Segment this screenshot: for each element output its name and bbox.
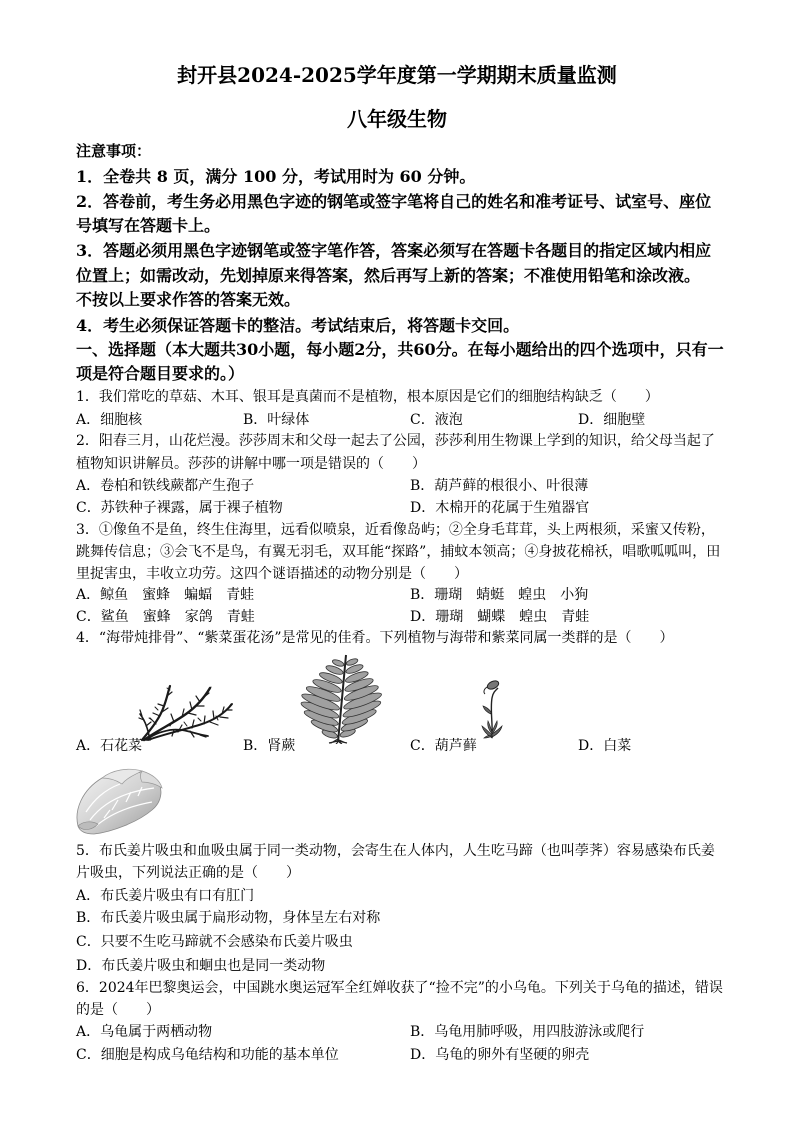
notice-line: 2．答卷前，考生务必用黑色字迹的钢笔或签字笔将自己的姓名和准考证号、试室号、座位 [76, 192, 712, 211]
question-2-stem: 2．阳春三月，山花烂漫。莎莎周末和父母一起去了公园，莎莎利用生物课上学到的知识，给父母当起了 [76, 433, 715, 449]
notice-heading: 注意事项： [76, 142, 152, 160]
question-2-option-d: D．木棉开的花属于生殖器官 [410, 500, 590, 516]
question-2-option-b: B．葫芦藓的根很小、叶很薄 [410, 478, 589, 494]
exam-subject: 八年级生物 [347, 107, 447, 131]
question-3-stem: 里捉害虫，丰收立功劳。这四个谜语描述的动物分别是（ ） [76, 566, 468, 582]
question-5-option-b: B．布氏姜片吸虫属于扁形动物，身体呈左右对称 [76, 910, 381, 926]
fern-image [298, 652, 384, 744]
cabbage-image [72, 764, 168, 838]
question-6-stem: 6．2024年巴黎奥运会，中国跳水奥运冠军全红婵收获了“捡不完”的小乌龟。下列关于乌龟的描述，错误 [76, 980, 723, 996]
question-2-option-c: C．苏铁种子裸露，属于裸子植物 [76, 500, 283, 516]
notice-line: 号填写在答题卡上。 [76, 216, 221, 235]
question-1-stem: 1．我们常吃的草菇、木耳、银耳是真菌而不是植物，根本原因是它们的细胞结构缺乏（ ） [76, 389, 659, 405]
question-2-option-a: A．卷柏和铁线蕨都产生孢子 [76, 478, 255, 494]
question-1-option-d: D．细胞壁 [578, 412, 646, 428]
question-1-option-b: B．叶绿体 [243, 412, 310, 428]
moss-capsule-tip [484, 687, 487, 694]
notice-line: 3．答题必须用黑色字迹钢笔或签字笔作答，答案必须写在答题卡各题目的指定区域内相应 [76, 241, 712, 260]
question-6-option-d: D．乌龟的卵外有坚硬的卵壳 [410, 1047, 590, 1063]
notice-line: 4．考生必须保证答题卡的整洁。考试结束后，将答题卡交回。 [76, 316, 520, 335]
question-1-option-c: C．液泡 [410, 412, 463, 428]
question-3-stem: 3．①像鱼不是鱼，终生住海里，远看似喷泉，近看像岛屿；②全身毛茸茸，头上两根须，采蜜又传粉， [76, 522, 715, 538]
question-5-stem: 片吸虫，下列说法正确的是（ ） [76, 865, 300, 881]
question-4-option-d: D．白菜 [578, 738, 632, 754]
question-6-option-c: C．细胞是构成乌龟结构和功能的基本单位 [76, 1047, 339, 1063]
question-4-option-b: B．肾蕨 [243, 738, 296, 754]
question-3-option-a: A．鲸鱼 蜜蜂 蝙蝠 青蛙 [76, 587, 255, 603]
question-6-option-b: B．乌龟用肺呼吸，用四肢游泳或爬行 [410, 1024, 645, 1040]
exam-title: 封开县2024-2025学年度第一学期期末质量监测 [177, 63, 617, 87]
question-2-stem: 植物知识讲解员。莎莎的讲解中哪一项是错误的（ ） [76, 456, 426, 472]
seaweed-image [134, 682, 236, 742]
question-4-option-c: C．葫芦藓 [410, 738, 477, 754]
question-5-option-d: D．布氏姜片吸虫和蛔虫也是同一类动物 [76, 958, 326, 974]
question-5-option-c: C．只要不生吃马蹄就不会感染布氏姜片吸虫 [76, 934, 353, 950]
notice-line: 位置上；如需改动，先划掉原来得答案，然后再写上新的答案；不准使用铅笔和涂改液。 [76, 266, 701, 285]
question-6-option-a: A．乌龟属于两栖动物 [76, 1024, 213, 1040]
notice-line: 1．全卷共 8 页，满分 100 分，考试用时为 60 分钟。 [76, 167, 476, 186]
question-5-option-a: A．布氏姜片吸虫有口有肛门 [76, 888, 255, 904]
question-3-stem: 跳舞传信息；③会飞不是鸟，有翼无羽毛，双耳能“探路”，捕蚊本领高；④身披花棉袄，唱歌呱呱叫，田 [76, 544, 721, 560]
notice-line: 不按以上要求作答的答案无效。 [76, 290, 301, 309]
question-5-stem: 5．布氏姜片吸虫和血吸虫属于同一类动物，会寄生在人体内，人生吃马蹄（也叫荸荠）容易感染布氏姜 [76, 843, 715, 859]
question-3-option-b: B．珊瑚 蜻蜓 蝗虫 小狗 [410, 587, 589, 603]
question-3-option-d: D．珊瑚 蝴蝶 蝗虫 青蛙 [410, 609, 590, 625]
section-heading: 项是符合题目要求的。） [76, 364, 245, 383]
seaweed-fronds [139, 686, 232, 740]
question-6-stem: 的是（ ） [76, 1002, 160, 1018]
question-1-option-a: A．细胞核 [76, 412, 143, 428]
section-heading: 一、选择题（本大题共30小题，每小题2分，共60分。在每小题给出的四个选项中，只有一 [76, 340, 724, 359]
question-4-stem: 4．“海带炖排骨”、“紫菜蛋花汤”是常见的佳肴。下列植物与海带和紫菜同属一类群的是（ ） [76, 630, 674, 646]
question-3-option-c: C．鲨鱼 蜜蜂 家鸽 青蛙 [76, 609, 255, 625]
moss-image [474, 676, 510, 740]
question-4-option-a: A．石花菜 [76, 738, 143, 754]
